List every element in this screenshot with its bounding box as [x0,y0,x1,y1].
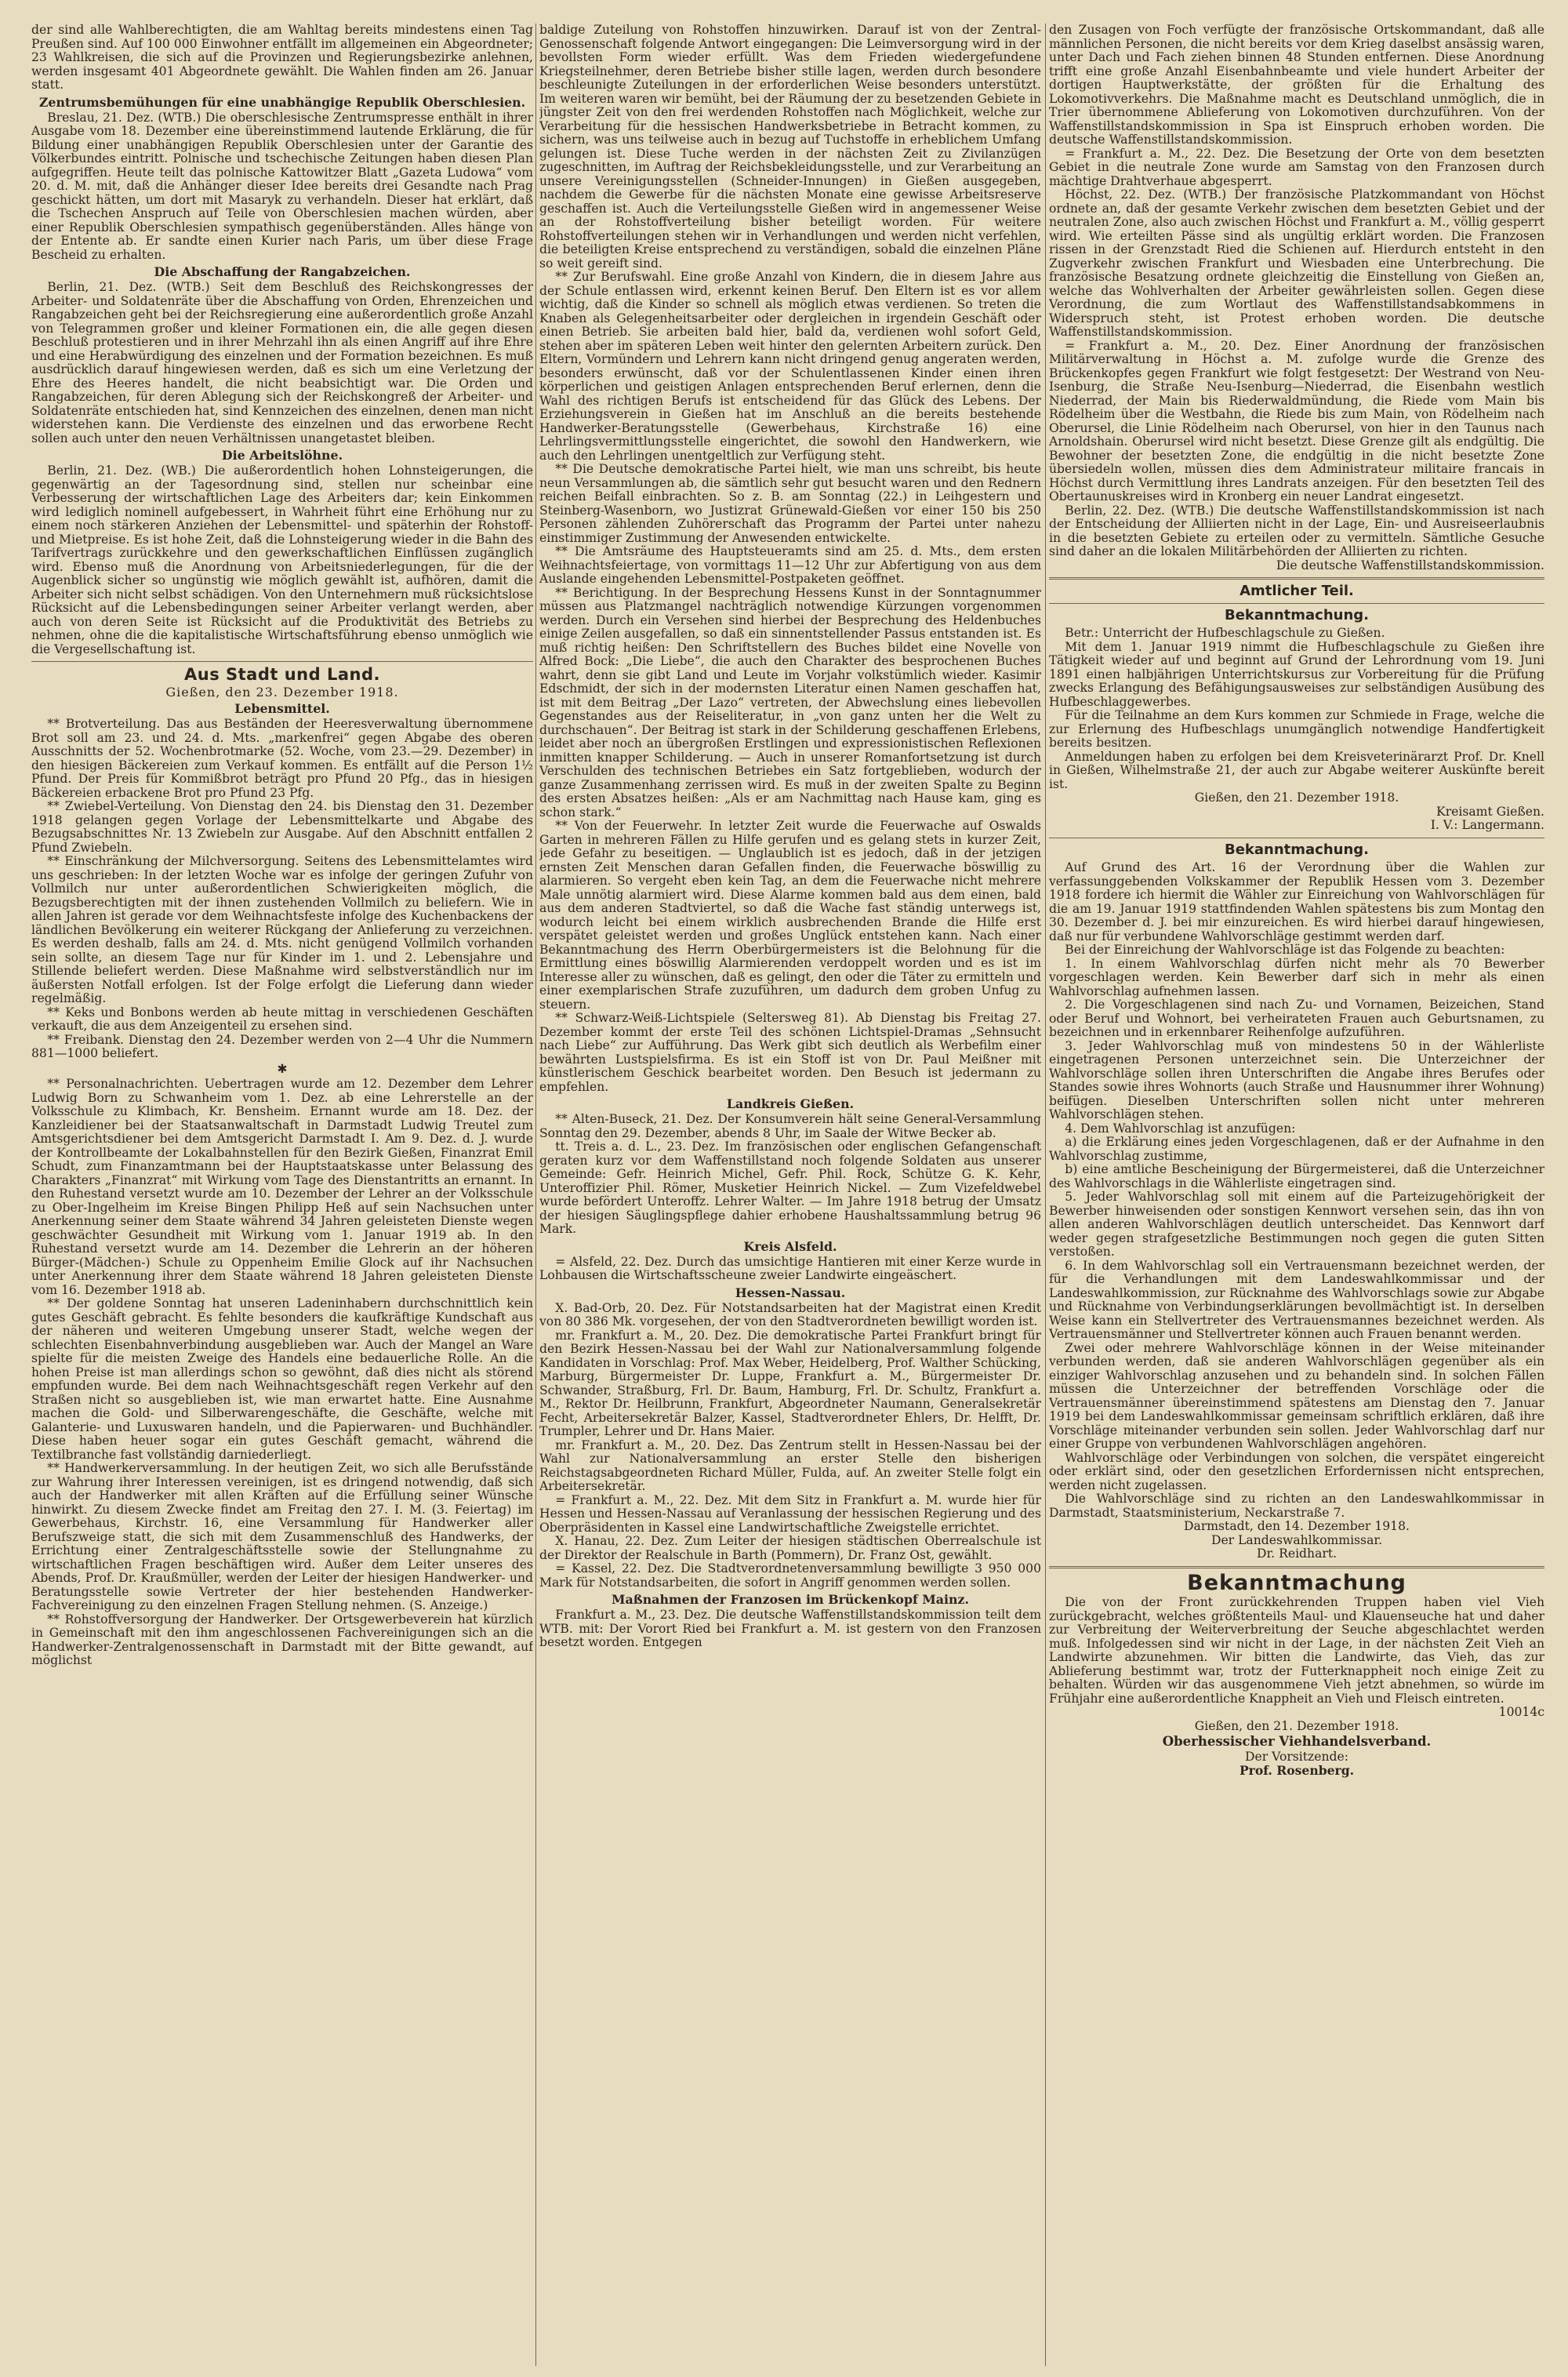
notice-title: Bekanntmachung. [1224,841,1370,858]
article-text: X. Bad-Orb, 20. Dez. Für Notstandsarbeiten hat der Magistrat einen Kredit von 80 386 Mk. vorgesehen, der von den Stadtverordneten bewilligt worden ist. [539,1300,1041,1328]
article-text: ** Schwarz-Weiß-Lichtspiele (Seltersweg 81). Ab Dienstag bis Freitag 27. Dezember kommt der erste Teil des schönen Lichtspiel-Dramas „Sehnsucht nach Liebe“ zur Aufführung. Das Werk gibt sich deutlich als Werbefilm einer bewährten Lustspielsfirma. Es ist ein Stoff ist von Dr. Paul Meißner mit künstlerischem Geschick bearbeitet worden. Den Besuch ist jedermann zu empfehlen. [539,1011,1041,1094]
ad-signature-role: Der Vorsitzende: [1244,1749,1349,1764]
article-text: Frankfurt a. M., 23. Dez. Die deutsche Waffenstillstandskommission teilt dem WTB. mit: Der Vorort Ried bei Frankfurt a. M. ist gestern von den Franzosen besetzt worden. Entgegen [539,1608,1041,1649]
article-text: ** Zwiebel-Verteilung. Von Dienstag den 24. bis Dienstag den 31. Dezember 1918 gelangen gegen Vorlage der Lebensmittelkarte und Abgabe des Bezugsabschnittes Nr. 13 Zwiebeln zur Ausgabe. Auf den Abschnitt entfallen 2 Pfund Zwiebeln. [31,799,533,855]
notice-text: Wahlvorschläge oder Verbindungen von solchen, die verspätet eingereicht oder erklärt sind, oder den gesetzlichen Erfordernissen nicht entsprechen, werden nicht zugelassen. [1049,1450,1544,1492]
headline: Zentrumsbemühungen für eine unabhängige Republik Oberschlesien. [38,94,526,110]
ad-organization: Oberhessischer Viehhandelsverband. [1162,1734,1432,1749]
notice-text: Für die Teilnahme an dem Kurs kommen zur Schmiede in Frage, welche die zur Erlernung des Hufbeschlags unumgänglich notwendige Handfertigkeit bereits besitzen. [1049,708,1544,750]
divider [1049,603,1544,604]
notice-text: Bei der Einreichung der Wahlvorschläge ist das Folgende zu beachten: [1065,943,1505,957]
notice-text: Mit dem 1. Januar 1919 nimmt die Hufbeschlagschule zu Gießen ihre Tätigkeit wieder auf und beginnt auf Grund der Lehrordnung vom 19. Juni 1891 einen halbjährigen Unterrichtskursus zur Vorbereitung für die Prüfung zwecks Erlangung des Befähigungsausweises zur selbständigen Ausübung des Hufbeschlaggewerbes. [1049,639,1544,709]
headline: Kreis Alsfeld. [743,1238,837,1254]
column-3 [1049,24,1544,2366]
ad-date: Gießen, den 21. Dezember 1918. [1194,1718,1399,1733]
notice-text: b) eine amtliche Bescheinigung der Bürgermeisterei, daß die Unterzeichner des Wahlvorschlags in die Wählerliste eingetragen sind. [1049,1162,1544,1190]
column-2 [539,24,1041,2366]
article-text: Breslau, 21. Dez. (WTB.) Die oberschlesische Zentrumspresse enthält in ihrer Ausgabe vom 18. Dezember eine übereinstimmend lautende Erklärung, die für Bildung einer unabhängigen Republik Oberschlesien unter der Garantie des Völkerbundes eintritt. Polnische und tschechische Zeitungen haben diesen Plan aufgegriffen. Heute teilt das polnische Kattowitzer Blatt „Gazeta Ludowa“ vom 20. d. M. mit, daß die Anhänger dieser Idee bereits drei Gesandte nach Prag geschickt hätten, um dort mit Masaryk zu verhandeln. Dieser hat erklärt, daß die Tschechen Anspruch auf Teile von Oberschlesien machen würden, aber einer Republik Oberschlesien sympathisch gegenüberständen. Alles hänge von der Entente ab. Er sandte einen Kurier nach Paris, um über diese Frage Bescheid zu erhalten. [31,110,533,262]
notice-text: Betr.: Unterricht der Hufbeschlagschule zu Gießen. [1065,626,1385,640]
notice-text: 3. Jeder Wahlvorschlag muß von mindestens 50 in der Wählerliste eingetragenen Personen unterzeichnet sein. Die Unterzeichner der Wahlvorschläge sollen ihren Unterschriften die Angabe ihres Berufes oder Standes sowie ihres Wohnorts (auch Straße und Hausnummer ihrer Wohnung) beifügen. Dieselben Unterschriften sollen nicht unter mehreren Wahlvorschlägen stehen. [1049,1038,1544,1121]
article-text: ** Zur Berufswahl. Eine große Anzahl von Kindern, die in diesem Jahre aus der Schule entlassen wird, erkennt keinen Beruf. Den Eltern ist es vor allem wichtig, daß die Kinder so schnell als möglich etwas verdienen. So treten die Knaben als Gelegenheitsarbeiter oder dergleichen in irgendein Geschäft oder einen Betrieb. Sie arbeiten bald hier, bald da, verdienen wohl sofort Geld, stehen aber im späteren Leben weit hinter den gelernten Arbeitern zurück. Den Eltern, Vormündern und Lehrern kann nicht dringend genug angeraten werden, besonders erwünscht, daß vor der Schulentlassenen Kinder einen ihren körperlichen und geistigen Anlagen entsprechenden Beruf erlernen, denn die Wahl des richtigen Berufs ist entscheidend für das Glück des Lebens. Der Erziehungsverein in Gießen hat im Anschluß an die bereits bestehende Handwerker-Beratungsstelle (Gewerbehaus, Kirchstraße 16) eine Lehrlingsvermittlungsstelle eingerichtet, die sowohl den Handwerkern, wie auch den Lehrlingen unentgeltlich zur Verfügung steht. [539,270,1041,463]
headline: Hessen-Nassau. [735,1285,846,1300]
section-title: Amtlicher Teil. [1240,583,1354,599]
article-text: ** Einschränkung der Milchversorgung. Seitens des Lebensmittelamtes wird uns geschrieben: In der letzten Woche war es infolge der geringen Zufuhr von Vollmilch nur unter außerordentlichen Schwierigkeiten möglich, die Bezugsberechtigten mit der ihnen zustehenden Vollmilch zu beliefern. Wie in allen Jahren ist gerade vor dem Weihnachtsfeste infolge des Kuchenbackens der ländlichen Bevölkerung ein weiterer Rückgang der Anlieferung zu verzeichnen. Es werden deshalb, falls am 24. d. Mts. nicht genügend Vollmilch vorhanden sein sollte, an diesem Tage nur für Kinder im 1. und 2. Lebensjahre und Stillende beliefert werden. Diese Maßnahme wird selbstverständlich nur im äußersten Notfall erfolgen. Ist der Folge erfolgt die Lieferung dann wieder regelmäßig. [31,854,533,1005]
article-text: ** Keks und Bonbons werden ab heute mittag in verschiedenen Geschäften verkauft, die aus dem Anzeigenteil zu ersehen sind. [31,1005,533,1033]
article-text: baldige Zuteilung von Rohstoffen hinzuwirken. Darauf ist von der Zentral-Genossenschaft folgende Antwort eingegangen: Die Leimversorgung wird in der bevollsten Form wieder erfüllt. Was dem Frieden wiedergefundene Kriegsteilnehmer, deren Betriebe bisher stille lagen, werden durch besondere beschleunigte Zuteilungen in der erforderlichen Weise besonders unterstützt. Im weiteren waren wir bemüht, bei der Räumung der zu besetzenden Gebiete in jüngster Zeit von den frei werdenden Rohstoffen nach Möglichkeit, welche zur Verarbeitung für die hessischen Handwerksbetriebe in Betracht kommen, zu sichern, was uns teilweise auch in bezug auf Tuchstoffe in erheblichem Umfang gelungen ist. Diese Tuche werden in der nächsten Zeit zu Zivilanzügen zugeschnitten, im Auftrag der Reichsbekleidungsstelle, und zur Verarbeitung an unsere Vereinigungsstellen (Schneider-Innungen) in Gießen ausgegeben, nachdem die Gewerbe für die nächsten Monate eine gewisse Arbeitsreserve geschaffen ist. Auch die Verteilungsstelle Gießen wird in angemessener Weise an der Rohstoffverteilung bisher beteiligt worden. Für weitere Rohstoffverteilungen stehen wir in Verhandlungen und werden nicht verfehlen, die beteiligten Kreise entsprechend zu verständigen, sobald die einzelnen Pläne so weit gereift sind. [539,24,1041,271]
headline: Die Abschaffung der Rangabzeichen. [154,264,411,279]
notice-text: 2. Die Vorgeschlagenen sind nach Zu- und Vornamen, Beizeichen, Stand oder Beruf und Wohnort, bei verheirateten Frauen auch Geburtsnamen, zu bezeichnen und in erkennbarer Reihenfolge aufzuführen. [1049,998,1544,1039]
article-text: der sind alle Wahlberechtigten, die am Wahltag bereits mindestens einen Tag Preußen sind. Auf 100 000 Einwohner entfällt im allgemeinen ein Abgeordneter; 23 Wahlkreisen, die sich auf die Provinzen und Regierungsbezirke anlehnen, werden insgesamt 401 Abgeordnete gewählt. Die Wahlen finden am 26. Januar statt. [31,24,533,92]
article-text: den Zusagen von Foch verfügte der französische Ortskommandant, daß alle männlichen Personen, die nicht bereits vor dem Krieg daselbst ansässig waren, unter Dach und Fach ziehen binnen 48 Stunden entfernen. Diese Anordnung trifft eine große Anzahl Eisenbahnbeamte und viele hundert Arbeiter der dortigen Hauptwerkstätte, der größten für die Erhaltung des Lokomotivverkehrs. Die Maßnahme macht es Deutschland unmöglich, die in Trier übernommene Ablieferung von Lokomotiven durchzuführen. Von der Waffenstillstandskommission in Spa ist Einspruch erhoben worden. Die deutsche Waffenstillstandskommission. [1049,24,1544,147]
ad-number: 10014c [1498,1705,1544,1719]
notice-text: a) die Erklärung eines jeden Vorgeschlagenen, daß er der Aufnahme in den Wahlvorschlag zustimme, [1049,1135,1544,1163]
article-text: tt. Treis a. d. L., 23. Dez. Im französischen oder englischen Gefangenschaft geraten kurz vor dem Waffenstillstand noch folgende Soldaten aus unserer Gemeinde: Gefr. Heinrich Michel, Gefr. Phil. Rock, Schütze G. K. Kehr, Unteroffizier Phil. Römer, Musketier Heinrich Nickel. — Zum Vizefeldwebel wurde befördert Unteroffz. Lehrer Walter. — Im Jahre 1918 betrug der Umsatz der hiesigen Säuglingspflege dahier erhobene Haushaltssammlung betrug 96 Mark. [539,1139,1041,1236]
ad-title: Bekanntmachung [1187,1570,1406,1595]
notice-text: Anmeldungen haben zu erfolgen bei dem Kreisveterinärarzt Prof. Dr. Knell in Gießen, Wilhelmstraße 21, der auch zur Abgabe weiterer Auskünfte bereit ist. [1049,749,1544,791]
article-text: X. Hanau, 22. Dez. Zum Leiter der hiesigen städtischen Oberrealschule ist der Direktor der Realschule in Barth (Pommern), Dr. Franz Ost, gewählt. [539,1534,1041,1562]
notice-text: Auf Grund des Art. 16 der Verordnung über die Wahlen zur verfassunggebenden Volkskammer der Republik Hessen vom 3. Dezember 1918 fordere ich hiermit die Wähler zur Einreichung von Wahlvorschlägen für die am 19. Januar 1919 stattfindenden Wahlen spätestens bis zum Montag den 30. Dezember d. J. bei mir einzureichen. Es wird hierbei darauf hingewiesen, daß nur für verbundene Wahlvorschläge gestimmt werden darf. [1049,860,1544,943]
notice-text: 6. In dem Wahlvorschlag soll ein Vertrauensmann bezeichnet werden, der für die Verhandlungen mit dem Landeswahlkommissar und der Landeswahlkommission, zur Rücknahme des Wahlvorschlags sowie zur Abgabe und Rücknahme von Verbindungserklärungen bevollmächtigt ist. In derselben Weise kann ein Stellvertreter des Vertrauensmannes bezeichnet werden. Als Vertrauensmänner und Stellvertreter können auch Frauen benannt werden. [1049,1258,1544,1341]
divider [1049,1566,1544,1568]
notice-office: Der Landeswahlkommissar. [1210,1532,1383,1547]
article-text: ** Personalnachrichten. Uebertragen wurde am 12. Dezember dem Lehrer Ludwig Born zu Schwanheim vom 1. Dez. ab eine Lehrerstelle an der Volksschule zu Klimbach, Kr. Bensheim. Ernannt wurde am 18. Dez. der Kanzleidiener bei der Staatsanwaltschaft in Darmstadt Ludwig Treutel zum Amtsgerichtsdiener bei dem Amtsgericht Darmstadt I. Am 9. Dez. d. J. wurde der Kontrollbeamte der Lokalbahnstellen für den Bezirk Gießen, Finanzrat Emil Schudt, zum Finanzamtmann bei der Hauptstaatskasse unter Belassung des Charakters „Finanzrat“ mit Wirkung vom Tage des Dienstantritts an ernannt. In den Ruhestand versetzt wurde am 10. Dezember der Lehrer an der Volksschule zu Ober-Ingelheim im Kreise Bingen Philipp Heß auf sein Nachsuchen unter Anerkennung seiner dem Staate während 34 Jahren geleisteten Dienste wegen geschwächter Gesundheit mit Wirkung vom 1. Januar 1919 ab. In den Ruhestand versetzt wurde am 14. Dezember die Lehrerin an der höheren Bürger-(Mädchen-) Schule zu Oppenheim Emilie Glock auf ihr Nachsuchen unter Anerkennung ihrer dem Staate während 18 Jahren geleisteten Dienste vom 16. Dezember 1918 ab. [31,1077,533,1297]
section-title: Aus Stadt und Land. [184,665,380,684]
article-text: ** Alten-Buseck, 21. Dez. Der Konsumverein hält seine General-Versammlung Sonntag den 29. Dezember, abends 8 Uhr, im Saale der Witwe Becker ab. [539,1112,1041,1140]
article-text: = Kassel, 22. Dez. Die Stadtverordnetenversammlung bewilligte 3 950 000 Mark für Notstandsarbeiten, die sofort in Angriff genommen werden sollen. [539,1561,1041,1590]
ad-text: Die von der Front zurückkehrenden Truppen haben viel Vieh zurückgebracht, welches größtenteils Maul- und Klauenseuche hat und daher zur Verbreitung der Weiterverbreitung der Seuche abgeschlachtet werden muß. Infolgedessen sind wir nicht in der Lage, in der nächsten Zeit Vieh an Landwirte abzunehmen. Wir bitten die Landwirte, das Vieh, das zur Ablieferung bestimmt war, trotz der Futterknappheit noch einige Zeit zu behalten. Würden wir das ausgenommene Vieh jetzt abnehmen, so würde im Frühjahr eine außerordentliche Knappheit an Vieh und Fleisch eintreten. [1049,1595,1544,1706]
article-text: = Frankfurt a. M., 20. Dez. Einer Anordnung der französischen Militärverwaltung in Höchst a. M. zufolge wurde die Grenze des Brückenkopfes gegen Frankfurt wie folgt festgesetzt: Der Westrand von Neu-Isenburg, die Straße Neu-Isenburg—Niederrad, die Eisenbahn westlich Niederrad, der Main bis Riederwaldmündung, die Riede vom Main bis Rödelheim über die Westbahn, die Riede bis zum Main, von Rödelheim nach Oberursel, die Linie Rödelheim nach Oberursel, von hier in den Taunus nach Arnoldshain. Oberursel wird nicht besetzt. Diese Grenze gilt als endgültig. Die Bewohner der besetzten Zone, die endgültig in die nicht besetzte Zone übersiedeln wollen, müssen dies dem Administrateur militaire francais in Höchst durch Vermittlung ihres Landrats anzeigen. Für den besetzten Teil des Obertaunuskreises wird in Kronberg ein neuer Landrat eingesetzt. [1049,338,1544,503]
separator-star: ✱ [277,1061,288,1076]
article-text: Berlin, 21. Dez. (WTB.) Seit dem Beschluß des Reichskongresses der Arbeiter- und Soldatenräte über die Abschaffung von Orden, Ehrenzeichen und Rangabzeichen geht bei der Reichsregierung eine außerordentlich große Anzahl von Telegrammen großer und kleiner Formationen ein, die alle gegen diesen Beschluß protestieren und in ihrer Mehrzahl ihn als einen Angriff auf ihre Ehre und eine Herabwürdigung des einzelnen und der Formation bezeichnen. Es muß ausdrücklich darauf hingewiesen werden, daß es sich um eine Verletzung der Ehre des Heeres handelt, die nicht beabsichtigt war. Die Orden und Rangabzeichen, für deren Ablegung sich der Reichskongreß der Arbeiter- und Soldatenräte entschieden hat, sind Kennzeichen des einzelnen, denen man nicht widerstehen kann. Die Verdienste des einzelnen und das erworbene Recht sollen auch unter den neuen Verhältnissen unangetastet bleiben. [31,280,533,445]
article-text: mr. Frankfurt a. M., 20. Dez. Die demokratische Partei Frankfurt bringt für den Bezirk Hessen-Nassau bei der Wahl zur Nationalversammlung folgende Kandidaten in Vorschlag: Prof. Max Weber, Heidelberg, Prof. Walther Schücking, Marburg, Bürgermeister Dr. Luppe, Frankfurt a. M., Bürgermeister Dr. Schwander, Straßburg, Frl. Dr. Baum, Hamburg, Frl. Dr. Schultz, Frankfurt a. M., Rektor Dr. Heilbrunn, Frankfurt, Abgeordneter Naumann, Generalsekretär Fecht, Arbeitersekretär Balzer, Kassel, Stadtverordneter Ehlers, Dr. Helfft, Dr. Trumpler, Lehrer und Dr. Hans Maier. [539,1328,1041,1438]
headline: Lebensmittel. [234,701,330,716]
notice-text: Die Wahlvorschläge sind zu richten an den Landeswahlkommissar in Darmstadt, Staatsministerium, Neckarstraße 7. [1049,1492,1544,1520]
article-text: = Frankfurt a. M., 22. Dez. Mit dem Sitz in Frankfurt a. M. wurde hier für Hessen und Hessen-Nassau auf Veranlassung der hessischen Regierung und des Oberpräsidenten in Kassel eine Landwirtschaftliche Zweigstelle errichtet. [539,1492,1041,1535]
notice-date: Darmstadt, den 14. Dezember 1918. [1184,1519,1410,1533]
article-text: ** Rohstoffversorgung der Handwerker. Der Ortsgewerbeverein hat kürzlich in Gemeinschaft mit den ihm angeschlossenen Fachvereinigungen sich an die Handwerker-Zentralgenossenschaft in Darmstadt mit der Bitte gewandt, auf möglichst [31,1612,533,1667]
notice-text: 1. In einem Wahlvorschlag dürfen nicht mehr als 70 Bewerber vorgeschlagen werden. Kein Bewerber darf sich in mehr als einen Wahlvorschlag aufnehmen lassen. [1049,956,1544,998]
column-rule [535,24,536,2366]
article-text: ** Der goldene Sonntag hat unseren Ladeninhabern durchschnittlich kein gutes Geschäft gebracht. Es fehlte besonders die kaufkräftige Kundschaft aus der näheren und weiteren Umgebung unserer Stadt, welche wegen der schlechten Eisenbahnverbindung ausgeblieben war. Auch der Mangel an Ware spielte für die meisten Zweige des Handels eine bedauerliche Rolle. An die hohen Preise ist man allerdings schon so gewöhnt, daß dies nicht als störend empfunden wurde. Bei dem nach Weihnachtsgeschäft regen Verkehr auf den Straßen nicht so ausgeblieben ist, wie man erwartet hatte. Eine Ausnahme machen die Gold- und Silberwarengeschäfte, die Geschäfte, welche mit Galanterie- und Luxuswaren handeln, und die Papierwaren- und Buchhändler. Diese haben heuer sogar ein gutes Geschäft gemacht, während die Textilbranche fast vollständig darniederliegt. [31,1296,533,1462]
notice-office: Kreisamt Gießen. [1436,804,1544,819]
headline: Landkreis Gießen. [726,1096,855,1111]
notice-signature: I. V.: Langermann. [1430,818,1544,832]
article-text: ** Die Amtsräume des Hauptsteueramts sind am 25. d. Mts., dem ersten Weihnachtsfeiertage, von vormittags 11—12 Uhr zur Abfertigung von aus dem Auslande eingehenden Lebensmittel-Postpaketen geöffnet. [539,544,1041,586]
notice-text: 5. Jeder Wahlvorschlag soll mit einem auf die Parteizugehörigkeit der Bewerber hinweisenden oder sonstigen Kennwort versehen sein, das ihn von allen anderen Wahlvorschlägen deutlich unterscheidet. Das Kennwort darf weder gegen strafgesetzliche Bestimmungen noch gegen die guten Sitten verstoßen. [1049,1190,1544,1259]
article-text: Höchst, 22. Dez. (WTB.) Der französische Platzkommandant von Höchst ordnete an, daß der gesamte Verkehr zwischen dem besetzten Gebiet und der neutralen Zone, also auch zwischen Höchst und Frankfurt a. M., völlig gesperrt wird. Wie erteilten Pässe sind als ungültig erklärt worden. Die Franzosen rissen in der Grenzstadt Ried die Schienen auf. Hierdurch entsteht in den Zugverkehr zwischen Frankfurt und Wiesbaden eine Unterbrechung. Die französische Besatzung ordnete gleichzeitig die Einstellung von Gießen an, welche das Wohlverhalten der Arbeiter gewährleisten sollen. Gegen diese Verordnung, die zum Wortlaut des Waffenstillstandsabkommens in Widerspruch steht, ist Protest erhoben worden. Die deutsche Waffenstillstandskommission. [1049,187,1544,339]
article-text: Berlin, 21. Dez. (WB.) Die außerordentlich hohen Lohnsteigerungen, die gegenwärtig an der Tagesordnung sind, stellen nur scheinbar eine Verbesserung der wirtschaftlichen Lage des Arbeiters dar; kein Einkommen wird lediglich nominell aufgebessert, in Wahrheit führt eine Erhöhung nur zu einem noch stärkeren Anziehen der Lebensmittel- und späterhin der Rohstoff- und Mietpreise. Es ist hohe Zeit, daß die Lohnsteigerung wieder in die Bahn des Tarifvertrags zurückkehre und den gewerkschaftlichen Einflüssen zugänglich wird. Ebenso muß die Anordnung von Arbeitsniederlegungen, für die der Augenblick sicher so ungünstig wie möglich gewählt ist, aufhören, damit die Arbeiter sich nicht selbst schädigen. Von den Unternehmern muß rücksichtslose Rücksicht auf die Lebensbedingungen seiner Arbeiter verlangt werden, aber auch von deren Seite ist Rücksicht auf die Produktivität des Betriebs zu nehmen, ohne die die kapitalistische Wirtschaftsführung ebenso unmöglich wie die Vergesellschaftung ist. [31,463,533,656]
dateline: Gießen, den 23. Dezember 1918. [165,684,399,700]
ad-signature: Prof. Rosenberg. [1239,1763,1355,1778]
divider [31,661,533,662]
notice-signature: Dr. Reidhart. [1256,1547,1338,1561]
headline: Maßnahmen der Franzosen im Brückenkopf Mainz. [612,1592,969,1607]
notice-date: Gießen, den 21. Dezember 1918. [1194,791,1399,805]
article-text: ** Freibank. Dienstag den 24. Dezember werden von 2—4 Uhr die Nummern 881—1000 beliefert. [31,1032,533,1060]
article-text: = Frankfurt a. M., 22. Dez. Die Besetzung der Orte von dem besetzten Gebiet in die neutrale Zone wurde am Samstag von den Franzosen durch mächtige Drahtverhaue abgesperrt. [1049,146,1544,188]
notice-title: Bekanntmachung. [1224,606,1370,623]
article-text: Berlin, 22. Dez. (WTB.) Die deutsche Waffenstillstandskommission ist nach der Entscheidung der Alliierten nicht in der Lage, Ein- und Ausreiseerlaubnis in die besetzten Gebiete zu erteilen oder zu vermitteln. Sämtliche Gesuche sind daher an die lokalen Militärbehörden der Alliierten zu richten. [1049,503,1544,558]
headline: Die Arbeitslöhne. [221,448,343,463]
article-text: ** Von der Feuerwehr. In letzter Zeit wurde die Feuerwache auf Oswalds Garten in mehreren Fällen zu Hilfe gerufen und es gelang stets in kurzer Zeit, jede Gefahr zu beseitigen. — Unglaublich ist es jedoch, daß in der jetzigen ernsten Zeit Menschen daran Gefallen finden, die Feuerwache böswillig zu alarmieren. So vergeht eben kein Tag, an dem die Feuerwache nicht mehrere Male unnötig alarmiert wird. Diese Alarme kommen bald aus dem einen, bald aus dem anderen Stadtviertel, so daß die Wache fast ständig unterwegs ist, wodurch leicht bei einem wirklich ausbrechenden Brande die Hilfe erst verspätet geleistet werden und großes Unglück entstehen kann. Nach einer Bekanntmachung des Herrn Oberbürgermeisters ist die Belohnung für die Ermittlung eines böswillig Alarmierenden verdoppelt worden und es ist im Interesse aller zu wünschen, daß es gelingt, den oder die Täter zu ermitteln und einer exemplarischen Strafe zuzuführen, um dadurch dem groben Unfug zu steuern. [539,819,1041,1012]
article-text: mr. Frankfurt a. M., 20. Dez. Das Zentrum stellt in Hessen-Nassau bei der Wahl zur Nationalversammlung an erster Stelle den bisherigen Reichstagsabgeordneten Richard Müller, Fulda, auf. An zweiter Stelle folgt ein Arbeitersekretär. [539,1437,1041,1493]
article-text: ** Berichtigung. In der Besprechung Hessens Kunst in der Sonntagnummer müssen aus Platzmangel nachträglich notwendige Kürzungen vorgenommen werden. Durch ein Versehen sind hierbei der Besprechung des Heldenbuches einige Zeilen ausgefallen, so daß ein sinnentstellender Passus entstanden ist. Es muß richtig heißen: Den Schriftstellern des Buches bildet eine Novelle von Alfred Bock: „Die Liebe“, die auch den Charakter des besprochenen Buches wahrt, denn sie gibt Land und Leute im Vorjahr volkstümlich wieder. Kasimir Edschmidt, der sich in der modernsten Literatur einen Namen geschaffen hat, ist mit dem Beitrag „Der Lazo“ vertreten, der Abwechslung eines liebevollen Gegenstandes aus der Reiseliteratur, in „von ganz unten her die Welt zu durchschauen“. Der Beitrag ist stark in der Schilderung geschaffenen Erlebens, leidet aber noch an übergroßen Erstlingen und expressionistischen Reflexionen inmitten knapper Schilderung. — Auch in unserer Romanfortsetzung ist durch Verschulden des technischen Betriebes ein Satz fortgeblieben, wodurch der ganze Zusammenhang zerrissen wird. Es muß in der zweiten Spalte zu Beginn des ersten Absatzes heißen: „Als er am Nachmittag nach Hause kam, ging es schon stark.“ [539,585,1041,820]
article-text: ** Handwerkerversammlung. In der heutigen Zeit, wo sich alle Berufsstände zur Wahrung ihrer Interessen vereinigen, ist es dringend notwendig, daß sich auch der Handwerker mit allen Kräften auf die Erfüllung seiner Wünsche hinwirkt. Zu diesem Zwecke findet am Freitag den 27. I. M. (3. Feiertag) im Gewerbehaus, Kirchstr. 16, eine Versammlung für Handwerker aller Berufszweige statt, die sich mit dem Zusammenschluß des Handwerks, der Errichtung einer Zentralgeschäftsstelle sowie der Stellungnahme zu wirtschaftlichen Fragen beschäftigen wird. Außer dem Leiter unseres des Abends, Prof. Dr. Kraußmüller, werden der Leiter der hiesigen Handwerker- und Beratungsstelle sowie Vertreter der hier bestehenden Handwerker-Fachvereinigung zu den einzelnen Fragen Stellung nehmen. (S. Anzeige.) [31,1461,533,1612]
article-text: ** Brotverteilung. Das aus Beständen der Heeresverwaltung übernommene Brot soll am 23. und 24. d. Mts. „markenfrei“ gegen Abgabe des oberen Ausschnitts der 52. Wochenbrotmarke (52. Woche, vom 23.—29. Dezember) in den hiesigen Bäckereien zum Verkauf kommen. Es entfällt auf die Person 1½ Pfund. Der Preis für Kommißbrot beträgt pro Pfund 20 Pfg., das in hiesigen Bäckereien erbackene Brot pro Pfund 23 Pfg. [31,717,533,800]
column-rule [1045,24,1046,2366]
column-1 [31,24,533,2366]
divider [1049,577,1544,580]
notice-text: Zwei oder mehrere Wahlvorschläge können in der Weise miteinander verbunden werden, daß sie anderen Wahlvorschlägen gegenüber als ein einziger Wahlvorschlag anzusehen und zu behandeln sind. In solchen Fällen müssen die Unterzeichner der betreffenden Vorschläge oder die Vertrauensmänner übereinstimmend spätestens am Dienstag den 7. Januar 1919 bei dem Landeswahlkommissar gemeinsam schriftlich erklären, daß ihre Vorschläge miteinander verbunden sein sollen. Jeder Wahlvorschlag darf nur einer Gruppe von verbundenen Wahlvorschlägen angehören. [1049,1340,1544,1451]
signature: Die deutsche Waffenstillstandskommission. [1276,558,1544,572]
notice-text: 4. Dem Wahlvorschlag ist anzufügen: [1065,1121,1296,1136]
article-text: = Alsfeld, 22. Dez. Durch das umsichtige Hantieren mit einer Kerze wurde in Lohbausen die Wirtschaftsscheune zweier Landwirte eingeäschert. [539,1254,1041,1282]
article-text: ** Die Deutsche demokratische Partei hielt, wie man uns schreibt, bis heute neun Versammlungen ab, die sämtlich sehr gut besucht waren und den Rednern reichen Beifall einbrachten. So z. B. am Sonntag (22.) in Leihgestern und Steinberg-Wasenborn, wo Justizrat Grünewald-Gießen vor einer 150 bis 250 Personen zählenden Zuhörerschaft das Programm der Partei unter nahezu einstimmiger Zustimmung der Anwesenden entwickelte. [539,462,1041,545]
